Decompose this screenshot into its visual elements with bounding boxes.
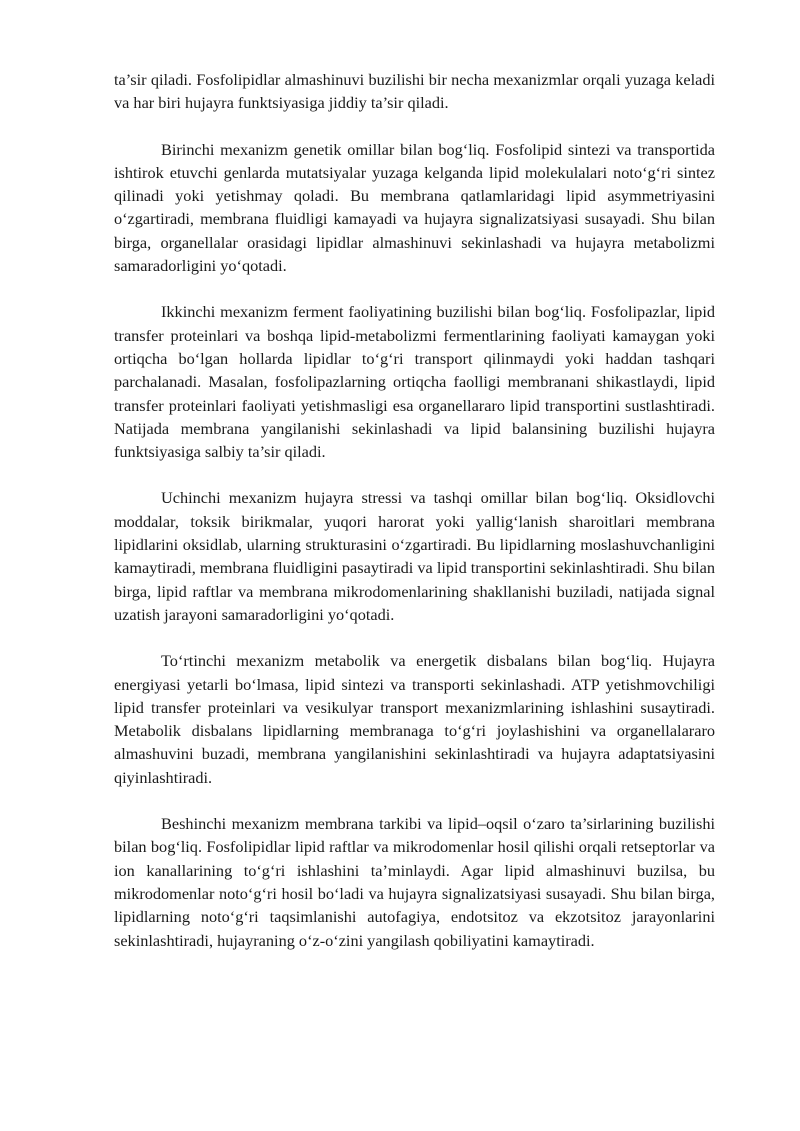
paragraph-fifth-mechanism: Beshinchi mexanizm membrana tarkibi va lipid–oqsil o‘zaro ta’sirlarining buzilishi bilan bog‘liq. Fosfolipidlar lipid raftlar va mikrodomenlar hosil qilishi orqali retseptorlar va ion kanallarining to‘g‘ri ishlashini ta’minlaydi. Agar lipid almashinuvi buzilsa, bu mikrodomenlar noto‘g‘ri hosil bo‘ladi va hujayra signalizatsiyasi susayadi. Shu bilan birga, lipidlarning noto‘g‘ri taqsimlanishi autofagiya, endotsitoz va ekzotsitoz jarayonlarini sekinlashtiradi, hujayraning o‘z-o‘zini yangilash qobiliyatini kamaytiradi. — [114, 814, 715, 950]
paragraph-fourth-mechanism: To‘rtinchi mexanizm metabolik va energetik disbalans bilan bog‘liq. Hujayra energiyasi yetarli bo‘lmasa, lipid sintezi va transporti sekinlashadi. ATP yetishmovchiligi lipid transfer proteinlari va vesikulyar transport mexanizmlarining ishlashini susaytiradi. Metabolik disbalans lipidlarning membranaga to‘g‘ri joylashishini va organellalararo almashuvini buzadi, membrana yangilanishini sekinlashtiradi va hujayra adaptatsiyasini qiyinlashtiradi. — [114, 651, 715, 787]
paragraph-second-mechanism: Ikkinchi mexanizm ferment faoliyatining buzilishi bilan bog‘liq. Fosfolipazlar, lipid transfer proteinlari va boshqa lipid-metabolizmi fermentlarining faoliyati kamaygan yoki ortiqcha bo‘lgan hollarda lipidlar to‘g‘ri transport qilinmaydi yoki haddan tashqari parchalanadi. Masalan, fosfolipazlarning ortiqcha faolligi membranani shikastlaydi, lipid transfer proteinlari faoliyati yetishmasligi esa organellararo lipid transportini sustlashtiradi. Natijada membrana yangilanishi sekinlashadi va lipid balansining buzilishi hujayra funktsiyasiga salbiy ta’sir qiladi. — [114, 302, 715, 462]
paragraph-third-mechanism: Uchinchi mexanizm hujayra stressi va tashqi omillar bilan bog‘liq. Oksidlovchi moddalar, toksik birikmalar, yuqori harorat yoki yallig‘lanish sharoitlari membrana lipidlarini oksidlab, ularning strukturasini o‘zgartiradi. Bu lipidlarning moslashuvchanligini kamaytiradi, membrana fluidligini pasaytiradi va lipid transportini sekinlashtiradi. Shu bilan birga, lipid raftlar va membrana mikrodomenlarining shakllanishi buziladi, natijada signal uzatish jarayoni samaradorligini yo‘qotadi. — [114, 488, 715, 624]
paragraph-continuation: ta’sir qiladi. Fosfolipidlar almashinuvi buzilishi bir necha mexanizmlar orqali yuzaga keladi va har biri hujayra funktsiyasiga jiddiy ta’sir qiladi. — [114, 70, 715, 113]
paragraph-first-mechanism: Birinchi mexanizm genetik omillar bilan bog‘liq. Fosfolipid sintezi va transportida ishtirok etuvchi genlarda mutatsiyalar yuzaga kelganda lipid molekulalari noto‘g‘ri sintez qilinadi yoki yetishmay qoladi. Bu membrana qatlamlaridagi lipid asymmetriyasini o‘zgartiradi, membrana fluidligi kamayadi va hujayra signalizatsiyasi susayadi. Shu bilan birga, organellalar orasidagi lipidlar almashinuvi sekinlashadi va hujayra metabolizmi samaradorligini yo‘qotadi. — [114, 139, 715, 276]
